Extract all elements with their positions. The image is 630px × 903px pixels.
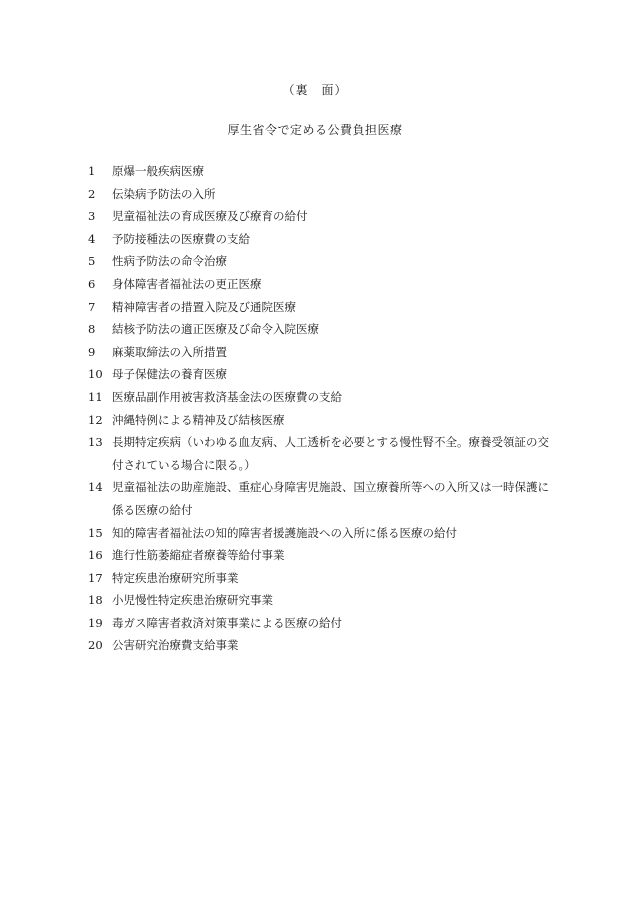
list-item <box>88 409 558 432</box>
list-item <box>88 431 558 476</box>
item-text: 母子保健法の養育医療 <box>112 367 227 382</box>
list-item <box>88 522 558 545</box>
item-number: 6 <box>88 276 96 291</box>
item-number: 9 <box>88 344 96 359</box>
list-item <box>88 160 558 183</box>
item-number: 20 <box>88 638 103 653</box>
list-item <box>88 250 558 273</box>
document-title: 厚生省令で定める公費負担医療 <box>227 123 403 137</box>
item-number: 19 <box>88 615 103 630</box>
item-list <box>88 160 558 657</box>
item-text: 麻薬取締法の入所措置 <box>112 344 227 359</box>
item-number: 11 <box>88 389 103 404</box>
list-item <box>88 363 558 386</box>
item-number: 14 <box>88 480 103 495</box>
list-item <box>88 589 558 612</box>
item-text: 伝染病予防法の入所 <box>112 186 216 201</box>
item-text: 性病予防法の命令治療 <box>112 254 227 269</box>
item-text: 公害研究治療費支給事業 <box>112 638 239 653</box>
list-item <box>88 205 558 228</box>
item-number: 12 <box>88 412 103 427</box>
item-number: 4 <box>88 231 96 246</box>
item-number: 17 <box>88 570 103 585</box>
item-number: 1 <box>88 164 96 178</box>
list-item <box>88 612 558 635</box>
item-text: 毒ガス障害者救済対策事業による医療の給付 <box>112 615 342 630</box>
item-number: 2 <box>88 186 96 201</box>
list-item <box>88 273 558 296</box>
item-text: 精神障害者の措置入院及び通院医療 <box>112 299 296 314</box>
item-number: 3 <box>88 209 96 224</box>
item-text: 結核予防法の適正医療及び命令入院医療 <box>112 322 319 337</box>
list-item <box>88 183 558 206</box>
item-text: 沖縄特例による精神及び結核医療 <box>112 412 285 427</box>
item-number: 10 <box>88 367 103 382</box>
item-number: 16 <box>88 548 103 563</box>
list-item <box>88 341 558 364</box>
item-text: 長期特定疾病（いわゆる血友病、人工透析を必要とする慢性腎不全。療養受領証の交付されている場合に限る。） <box>112 435 549 472</box>
item-text: 原爆一般疾病医療 <box>112 164 204 178</box>
list-item <box>88 544 558 567</box>
list-item <box>88 296 558 319</box>
page-side-label: （裏 面） <box>282 83 348 97</box>
item-number: 8 <box>88 322 96 337</box>
item-text: 児童福祉法の育成医療及び療育の給付 <box>112 209 308 224</box>
list-item <box>88 476 558 521</box>
list-item <box>88 318 558 341</box>
list-item <box>88 634 558 657</box>
item-text: 予防接種法の医療費の支給 <box>112 231 250 246</box>
list-item <box>88 386 558 409</box>
item-text: 知的障害者福祉法の知的障害者援護施設への入所に係る医療の給付 <box>112 525 457 540</box>
item-number: 13 <box>88 435 103 450</box>
item-text: 進行性筋萎縮症者療養等給付事業 <box>112 548 285 563</box>
item-number: 15 <box>88 525 103 540</box>
item-text: 特定疾患治療研究所事業 <box>112 570 239 585</box>
item-number: 7 <box>88 299 96 314</box>
item-number: 18 <box>88 593 103 608</box>
item-text: 児童福祉法の助産施設、重症心身障害児施設、国立療養所等への入所又は一時保護に係る医療の給付 <box>112 480 549 517</box>
list-item <box>88 228 558 251</box>
item-text: 身体障害者福祉法の更正医療 <box>112 276 262 291</box>
item-text: 医療品副作用被害救済基金法の医療費の支給 <box>112 389 342 404</box>
list-item <box>88 567 558 590</box>
item-text: 小児慢性特定疾患治療研究事業 <box>112 593 273 608</box>
item-number: 5 <box>88 254 96 269</box>
